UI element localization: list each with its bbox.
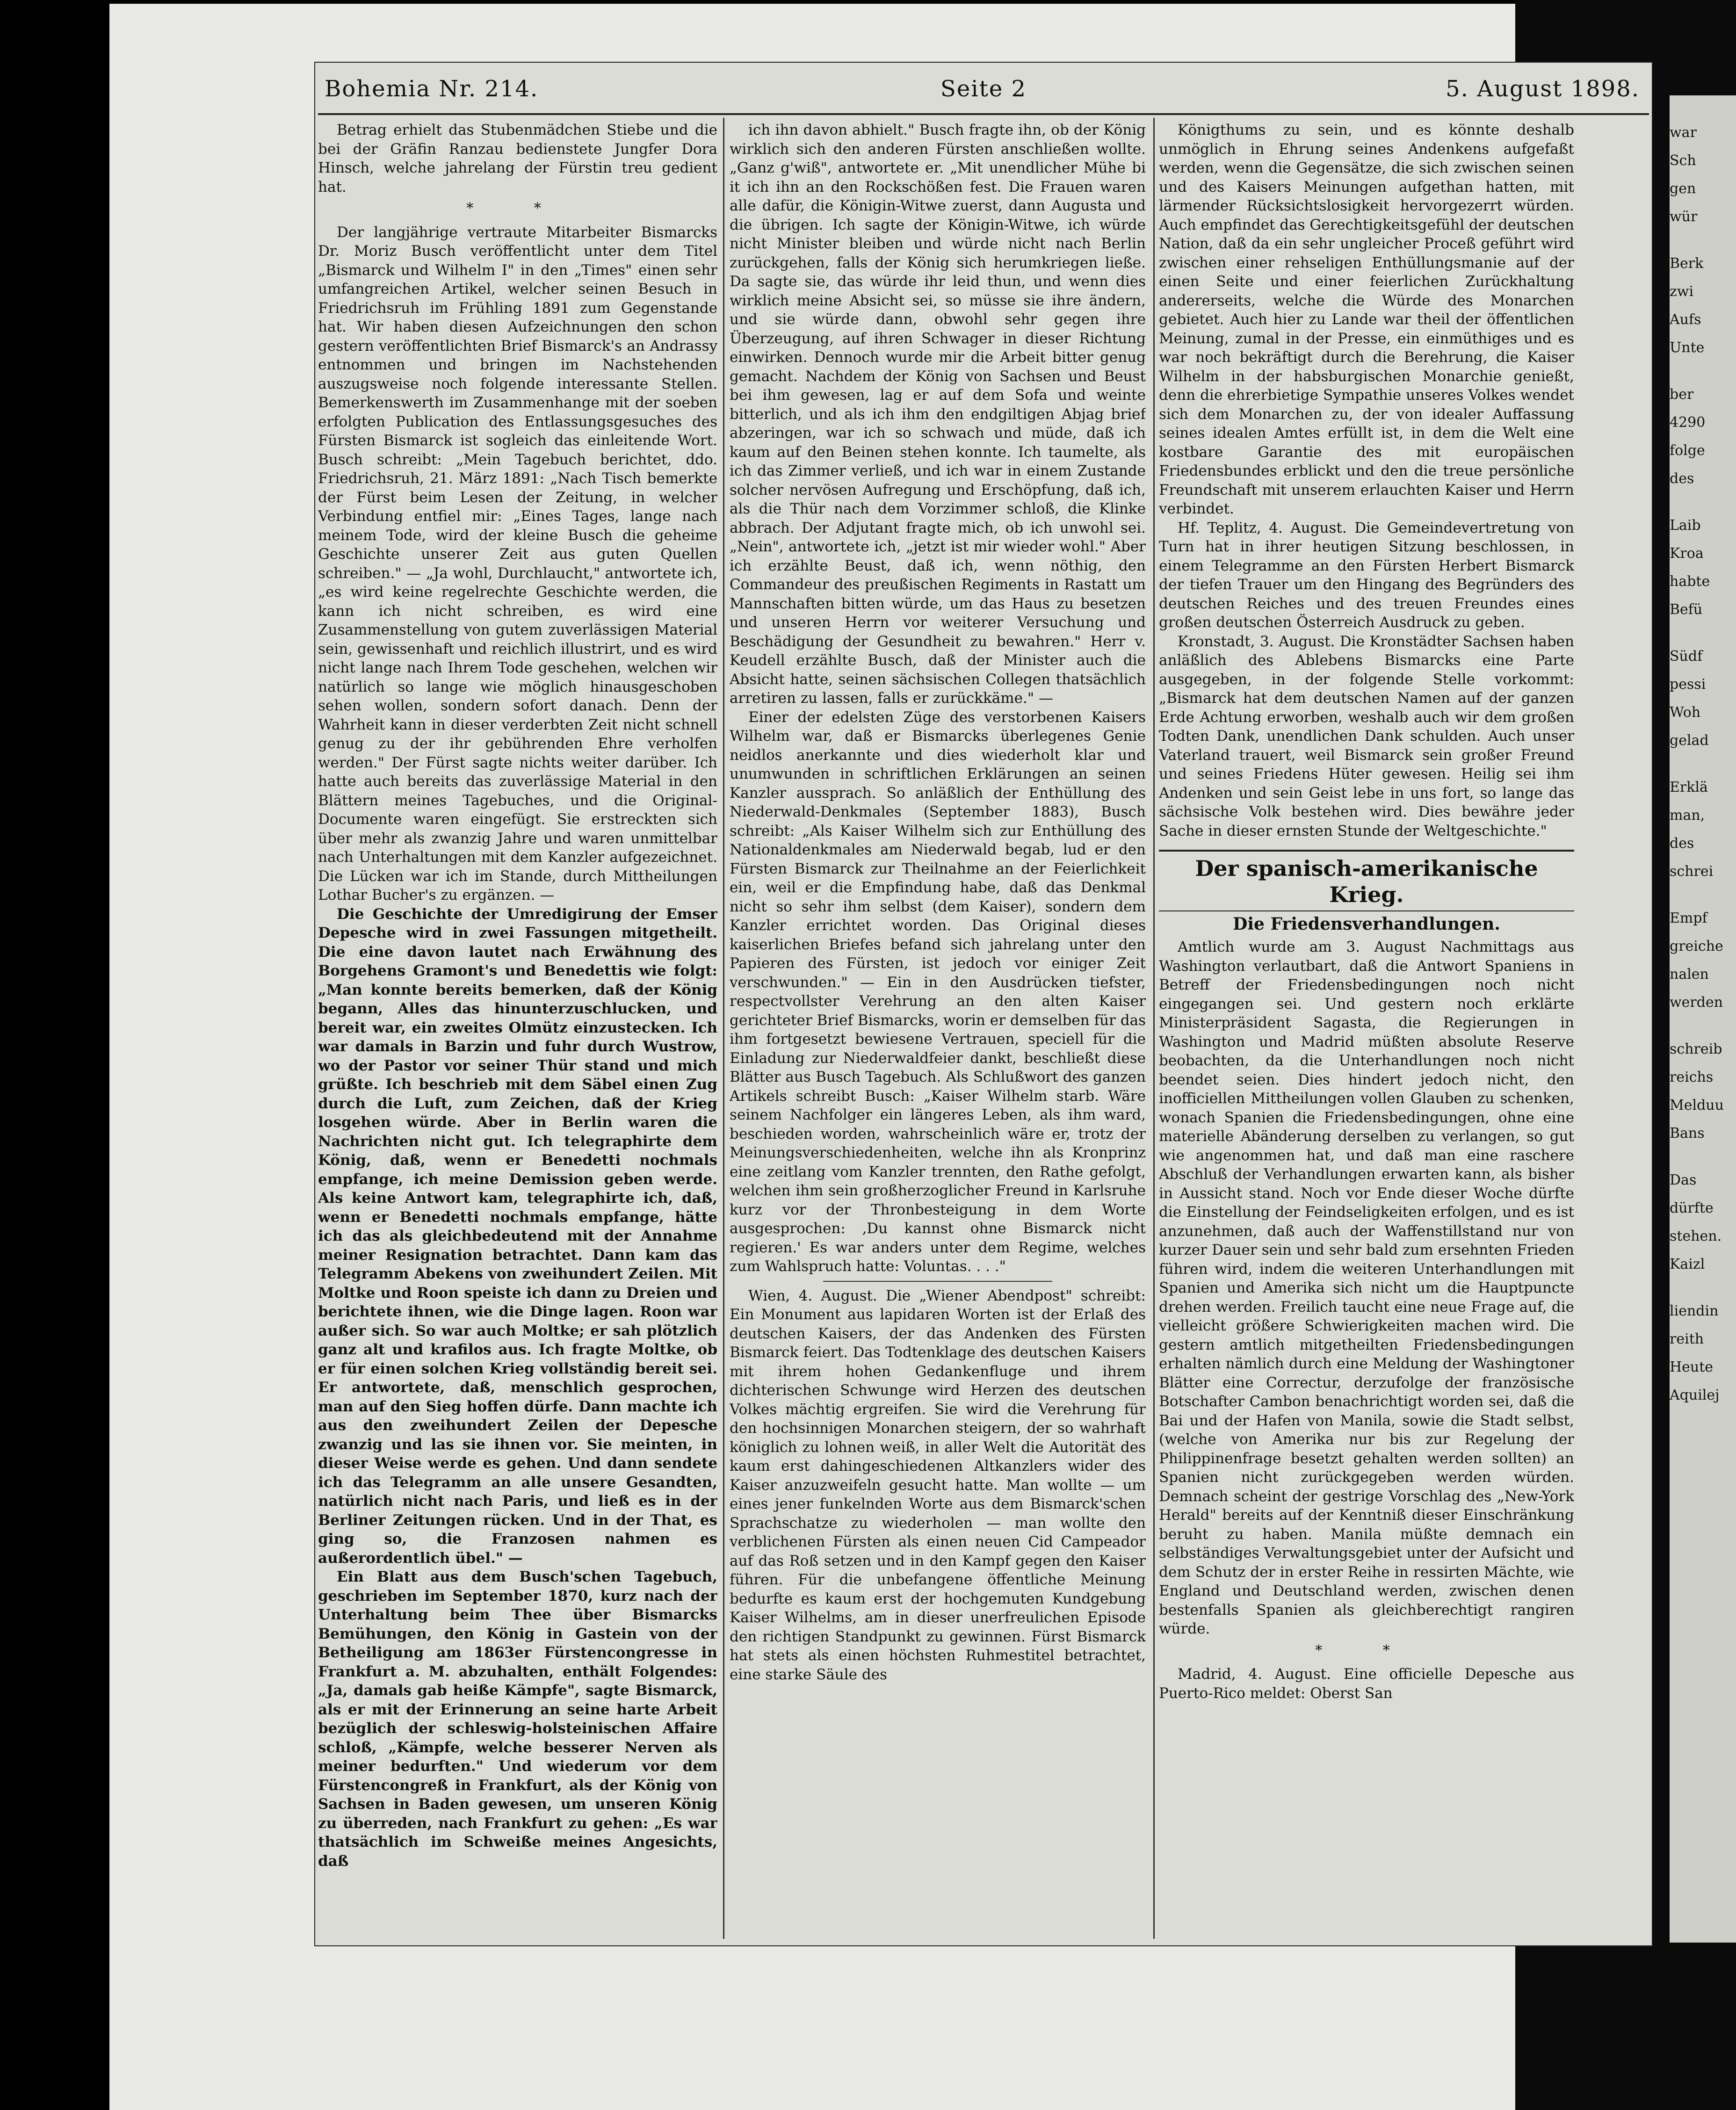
adjacent-page-line: Aquilej [1670,1387,1720,1403]
adjacent-page-line: Kroa [1670,545,1704,562]
column-rule [1153,118,1155,1939]
article-subhead: Die Friedensverhandlungen. [1233,914,1500,934]
section-separator: * * [466,200,569,217]
adjacent-page-line: Laib [1670,517,1701,534]
adjacent-page-line: ber [1670,386,1694,403]
adjacent-page-line: Sch [1670,152,1696,169]
paragraph: Betrag erhielt das Stubenmädchen Stiebe und die bei der Gräfin Ranzau bedienstete Jungfer Dora Hinsch, welche jahrelang der Fürstin treu gedient hat. [318,122,717,195]
newspaper-page [314,62,1653,1946]
adjacent-page-line: 4290 [1670,414,1706,431]
page-number: Seite 2 [940,76,1027,102]
adjacent-page-line: Heute [1670,1359,1714,1375]
adjacent-page-line: pessi [1670,676,1706,693]
masthead-issue: Bohemia Nr. 214. [325,76,539,102]
paragraph: Madrid, 4. August. Eine officielle Depesche aus Puerto-Rico meldet: Oberst San [1159,1666,1574,1702]
column-3 [1159,121,1574,1937]
article-headline: Der spanisch-amerikanische Krieg. [1159,850,1574,911]
paragraph: Einer der edelsten Züge des verstorbenen Kaisers Wilhelm war, daß er Bismarcks überlegenes Genie neidlos anerkannte und dies wiederholt klar und unumwunden in schriftlichen Erklärungen an seinen Kanzler aussprach. So anläßlich der Enthüllung des Niederwald-Denkmales (September 1883), Busch schreibt: „Als Kaiser Wilhelm sich zur Enthüllung des Nationaldenkmales am Niederwald begab, lud er den Fürsten Bismarck zur Theilnahme an der Feierlichkeit ein, weil er die Empfindung habe, daß das Denkmal nicht so sehr ihm selbst (dem Kaiser), sondern dem Kanzler errichtet worden. Das Original dieses kaiserlichen Briefes befand sich jahrelang unter den Papieren des Fürsten, ist jedoch vor einiger Zeit verschwunden." — Ein in den Ausdrücken tiefster, respectvollster Verehrung an den alten Kaiser gerichteter Brief Bismarcks, worin er demselben für das ihm fortgesetzt bewiesene Vertrauen, speciell für die Einladung zur Niederwaldfeier dankt, beschließt diese Blätter aus Busch Tagebuch. Als Schlußwort des ganzen Artikels schreibt Busch: „Kaiser Wilhelm starb. Wäre seinem Nachfolger ein längeres Leben, als ihm ward, beschieden worden, wahrscheinlich wäre er, trotz der Meinungsverschiedenheiten, welche ihn als Kronprinz eine zeitlang vom Kanzler trennten, den Rathe gefolgt, welchen ihm sein großherzoglicher Freund in Karlsruhe kurz vor der Thronbesteigung in dem Worte ausgesprochen: ‚Du kannst ohne Bismarck nicht regieren.' Es war anders unter dem Regime, welches zum Wahlspruch hatte: Voluntas. . . ." [730,708,1146,1275]
adjacent-page-line: reichs [1670,1069,1714,1085]
page-header [318,62,1649,115]
column-1 [318,121,717,1937]
adjacent-page-line: Kaizl [1670,1256,1705,1272]
adjacent-page-line: liendin [1670,1303,1719,1319]
adjacent-page-line: Woh [1670,704,1701,721]
adjacent-page-line: schrei [1670,863,1714,880]
section-rule [823,1281,1052,1282]
column-2 [730,121,1146,1937]
adjacent-page-line: Erklä [1670,779,1708,795]
adjacent-page-line: Südf [1670,648,1703,665]
adjacent-page-line: Befü [1670,601,1703,618]
adjacent-page-line: Berk [1670,255,1704,272]
adjacent-page-line: zwi [1670,283,1694,300]
adjacent-page-line: Unte [1670,340,1705,356]
adjacent-page-line: dürfte [1670,1200,1714,1216]
paragraph: Kronstadt, 3. August. Die Kronstädter Sachsen haben anläßlich des Ablebens Bismarcks eine Parte ausgegeben, in der folgende Stelle vorkommt: „Bismarck hat dem deutschen Namen auf der ganzen Erde Achtung erworben, weshalb auch wir dem großen Todten Dank, unendlichen Dank schulden. Auch unser Vaterland trauert, weil Bismarck sein großer Freund und seines Friedens Hüter gewesen. Heilig sei ihm Andenken und sein Geist lebe in uns fort, so lange das sächsische Volk bestehen wird. Dies bewähre jeder Sache in dieser ernsten Stunde der Weltgeschichte." [1159,633,1574,839]
adjacent-page-line: Aufs [1670,311,1701,328]
column-rule [723,118,724,1939]
adjacent-page-line: des [1670,470,1694,487]
adjacent-page-line: greiche [1670,938,1723,954]
adjacent-page-line: Das [1670,1172,1697,1188]
adjacent-page-line: Empf [1670,910,1707,926]
paragraph: Amtlich wurde am 3. August Nachmittags aus Washington verlautbart, daß die Antwort Spaniens in Betreff der Friedensbedingungen noch nicht eingegangen sei. Und gestern noch erklärte Ministerpräsident Sagasta, die Regierungen in Washington und Madrid müßten absolute Reserve beobachten, da die Unterhandlungen noch nicht beendet seien. Dies hindert jedoch nicht, den inofficiellen Mittheilungen vollen Glauben zu schenken, wonach Spanien die Friedensbedingungen, ohne eine materielle Abänderung derselben zu verlangen, so gut wie angenommen hat, und daß man eine raschere Abschluß der Verhandlungen erwarten kann, als bisher in Aussicht stand. Noch vor Ende dieser Woche dürfte die Einstellung der Feindseligkeiten erfolgen, und es ist anzunehmen, daß auch der Waffenstillstand nur von kurzer Dauer sein und sehr bald zum ersehnten Frieden führen wird, indem die weiteren Unterhandlungen mit Spanien und Amerika sich nicht um die Hauptpuncte drehen werden. Freilich taucht eine neue Frage auf, die vielleicht größere Schwierigkeiten machen wird. Die gestern amtlich mitgetheilten Friedensbedingungen erhalten nämlich durch eine Meldung der Washingtoner Blätter eine Correctur, derzufolge der französische Botschafter Cambon benachrichtigt worden sei, daß die Bai und der Hafen von Manila, sowie die Stadt selbst, (welche von Amerika nur bis zur Regelung der Philippinenfrage besetzt gehalten werden sollten) an Spanien nicht zurückgegeben werden würden. Demnach scheint der gestrige Vorschlag des „New-York Herald" bereits auf der Kenntniß dieser Einschränkung beruht zu haben. Manila müßte demnach ein selbständiges Verwaltungsgebiet unter der Aufsicht und dem Schutz der in erster Reihe in ressirten Mächte, wie England und Deutschland werden, zwischen denen bestenfalls Spanien als gleichberechtigt rangiren würde. [1159,939,1574,1637]
adjacent-page-fragment [1670,95,1736,1943]
adjacent-page-line: folge [1670,442,1705,459]
paragraph: ich ihn davon abhielt." Busch fragte ihn, ob der König wirklich sich den anderen Fürsten anschließen wollte. „Ganz g'wiß", antwortete er. „Mit unendlicher Mühe bi it ich ihn an den Rockschößen fest. Die Frauen waren alle dafür, die Königin-Witwe zuerst, dann Augusta und die übrigen. Ich sagte der Königin-Witwe, ich würde nicht Minister bleiben und würde nicht nach Berlin zurückgehen, falls der König sich herumkriegen ließe. Da sagte sie, das würde ihr leid thun, und wenn dies wirklich meine Absicht sei, so müsse sie ihre ändern, und sie würde dann, obwohl sehr gegen ihre Überzeugung, auf ihren Schwager in dieser Richtung einwirken. Dennoch wurde mir die Arbeit bitter genug gemacht. Nachdem der König von Sachsen und Beust bei ihm gewesen, lag er auf dem Sofa und weinte bitterlich, und als ich ihm den endgiltigen Abjag brief abzeringen, war ich so schwach und müde, daß ich kaum auf den Beinen stehen konnte. Ich taumelte, als ich das Zimmer verließ, und ich war in einem Zustande solcher nervösen Aufregung und Erschöpfung, daß ich, als die Thür nach dem Vorzimmer schloß, die Klinke abbrach. Der Adjutant fragte mich, ob ich unwohl sei. „Nein", antwortete ich, „jetzt ist mir wieder wohl." Aber ich erzählte Beust, daß ich, wenn nöthig, den Commandeur des preußischen Regiments in Rastatt um Mannschaften bitten würde, um das Haus zu besetzen und unseren Herrn vor weiterer Versuchung und Beschädigung der Gesundheit zu bewahren." Herr v. Keudell erzählte Busch, daß der Minister auch die Absicht hatte, seinen sächsischen Collegen thatsächlich arretiren zu lassen, falls er zurückkäme." — [730,122,1146,707]
adjacent-page-line: man, [1670,807,1705,824]
adjacent-page-line: des [1670,835,1694,852]
adjacent-page-line: Melduu [1670,1097,1724,1113]
adjacent-page-line: nalen [1670,966,1709,983]
adjacent-page-line: Bans [1670,1125,1705,1142]
paragraph: Der langjährige vertraute Mitarbeiter Bismarcks Dr. Moriz Busch veröffentlicht unter dem Titel „Bismarck und Wilhelm I" in den „Times" einen sehr umfangreichen Artikel, welcher seinen Besuch in Friedrichsruh im Frühling 1891 zum Gegenstande hat. Wir haben diesen Aufzeichnungen den schon gestern veröffentlichten Brief Bismarck's an Andrassy entnommen und bringen im Nachstehenden auszugsweise noch folgende interessante Stellen. Bemerkenswerth im Zusammenhange mit der soeben erfolgten Publication des Entlassungsgesuches des Fürsten Bismarck ist sogleich das einleitende Wort. Busch schreibt: „Mein Tagebuch berichtet, ddo. Friedrichsruh, 21. März 1891: „Nach Tisch bemerkte der Fürst beim Lesen der Zeitung, in welcher Verbindung entfiel mir: „Eines Tages, lange nach meinem Tode, wird der kleine Busch die geheime Geschichte unserer Zeit aus guten Quellen schreiben." — „Ja wohl, Durchlaucht," antwortete ich, „es wird keine regelrechte Geschichte werden, die kann ich nicht schreiben, es wird eine Zusammenstellung von gutem zuverlässigen Material sein, gewissenhaft und reichlich illustrirt, und es wird nicht lange nach Ihrem Tode geschehen, welchen wir natürlich so lange wie möglich hinausgeschoben sehen wollen, sondern sofort danach. Denn der Wahrheit kann in dieser verderbten Zeit nicht schnell genug zu der ihr gebührenden Ehre verholfen werden." Der Fürst sagte nichts weiter darüber. Ich hatte auch bereits das zuverlässige Material in den Blättern meines Tagebuches, und die Original-Documente waren eingefügt. Sie erstreckten sich über mehr als zwanzig Jahre und waren unmittelbar nach Unterhaltungen mit dem Kanzler aufgezeichnet. Die Lücken war ich im Stande, durch Mittheilungen Lothar Bucher's zu ergänzen. — [318,224,717,903]
adjacent-page-line: schreib [1670,1041,1722,1057]
paragraph: Ein Blatt aus dem Busch'schen Tagebuch, geschrieben im September 1870, kurz nach der Unterhaltung beim Thee über Bismarcks Bemühungen, den König in Gastein von der Betheiligung am 1863er Fürstencongresse in Frankfurt a. M. abzuhalten, enthält Folgendes: „Ja, damals gab heiße Kämpfe", sagte Bismarck, als er mit der Erinnerung an seine harte Arbeit bezüglich der schleswig-holsteinischen Affaire schloß, „Kämpfe, welche besserer Nerven als meiner bedurften." Und wiederum vor dem Fürstencongreß in Frankfurt, als der König von Sachsen in Baden gewesen, um unseren König zu überreden, nach Frankfurt zu gehen: „Es war thatsächlich im Schweiße meines Angesichts, daß [318,1568,717,1870]
adjacent-page-line: habte [1670,573,1710,590]
adjacent-page-line: stehen. [1670,1228,1722,1244]
adjacent-page-line: war [1670,124,1697,141]
adjacent-page-line: wür [1670,209,1698,225]
paragraph: Wien, 4. August. Die „Wiener Abendpost" schreibt: Ein Monument aus lapidaren Worten ist der Erlaß des deutschen Kaisers, der das Andenken des Fürsten Bismarck feiert. Das Todtenklage des deutschen Kaisers mit ihrem hohen Gedankenfluge und ihrem dichterischen Schwunge wird Herzen des deutschen Volkes mächtig ergreifen. Sie wird die Verehrung für den hochsinnigen Monarchen steigern, der so wahrhaft königlich zu lohnen weiß, in aller Welt die Autorität des kaum erst dahingeschiedenen Altkanzlers wider des Kaiser anzuzweifeln gesucht hatte. Man wollte — um eines jener funkelnden Worte aus dem Bismarck'schen Sprachschatze zu wiederholen — man wollte den verblichenen Fürsten als einen neuen Cid Campeador auf das Roß setzen und in den Kampf gegen den Kaiser führen. Für die unbefangene öffentliche Meinung bedurfte es kaum erst der hochgemuten Kundgebung Kaiser Wilhelms, am in dieser unerfreulichen Episode den richtigen Standpunkt zu gewinnen. Fürst Bismarck hat stets als einen höchsten Ruhmestitel betrachtet, eine starke Säule des [730,1287,1146,1683]
paragraph: Die Geschichte der Umredigirung der Emser Depesche wird in zwei Fassungen mitgetheilt. Die eine davon lautet nach Erwähnung des Borgehens Gramont's und Benedettis wie folgt: „Man konnte bereits bemerken, daß der König begann, Alles das hinunterzuschlucken, und bereit war, ein zweites Olmütz einzustecken. Ich war damals in Barzin und fuhr durch Wustrow, wo der Pastor vor seiner Thür stand und mich grüßte. Ich beschrieb mit dem Säbel einen Zug durch die Luft, zum Zeichen, daß der Krieg losgehen würde. Aber in Berlin waren die Nachrichten nicht gut. Ich telegraphirte dem König, daß, wenn er Benedetti nochmals empfange, ich meine Demission geben werde. Als keine Antwort kam, telegraphirte ich, daß, wenn er Benedetti nochmals empfange, hätte ich das als gleichbedeutend mit der Annahme meiner Resignation betrachtet. Dann kam das Telegramm Abekens von zweihundert Zeilen. Mit Moltke und Roon speiste ich dann zu Dreien und berichtete ihnen, wie die Dinge lagen. Roon war außer sich. So war auch Moltke; er sah plötzlich ganz alt und krafilos aus. Ich fragte Moltke, ob er für einen solchen Krieg vollständig bereit sei. Er antwortete, daß, menschlich gesprochen, man auf den Sieg hoffen dürfe. Dann machte ich aus den zweihundert Zeilen der Depesche zwanzig und las sie ihnen vor. Sie meinten, in dieser Weise werde es gehen. Und dann sendete ich das Telegramm an alle unsere Gesandten, natürlich nicht nach Paris, und ließ es in der Berliner Zeitungen rücken. Und in der That, es ging so, die Franzosen nahmen es außerordentlich übel." — [318,905,717,1567]
paragraph: Königthums zu sein, und es könnte deshalb unmöglich in Ehrung seines Andenkens aufgefaßt werden, wenn die Gegensätze, die sich zwischen seinen und des Kaisers Meinungen aufgethan hatten, mit lärmender Rücksichtslosigkeit hervorgezerrt würden. Auch empfindet das Gerechtigkeitsgefühl der deutschen Nation, daß da ein sehr ungleicher Proceß geführt wird zwischen einer rehseligen Enthüllungsmanie auf der einen Seite und einer feierlichen Zurückhaltung andererseits, welche die Würde des Monarchen gebietet. Auch hier zu Lande war theil der öffentlichen Meinung, zumal in der Presse, ein einmüthiges und es war noch bekräftigt durch die Berehrung, die Kaiser Wilhelm in der habsburgischen Monarchie genießt, denn die ehrerbietige Sympathie unseres Volkes wendet sich dem Monarchen zu, der von idealer Auffassung seines idealen Amtes erfüllt ist, in dem die Welt eine kostbare Garantie des mit europäischen Friedensbundes erblickt und den die treue persönliche Freundschaft mit unserem erlauchten Kaiser und Herrn verbindet. [1159,122,1574,517]
adjacent-page-line: reith [1670,1331,1704,1347]
section-separator: * * [1315,1642,1418,1659]
adjacent-page-line: gelad [1670,732,1709,749]
paragraph: Hf. Teplitz, 4. August. Die Gemeindevertretung von Turn hat in ihrer heutigen Sitzung beschlossen, in einem Telegramme an den Fürsten Herbert Bismarck der tiefen Trauer um den Hingang des Begründers des deutschen Reiches und des treuen Freundes eines großen deutschen Österreich Ausdruck zu geben. [1159,519,1574,631]
adjacent-page-line: werden [1670,994,1723,1011]
issue-date: 5. August 1898. [1446,76,1640,102]
adjacent-page-line: gen [1670,181,1696,197]
